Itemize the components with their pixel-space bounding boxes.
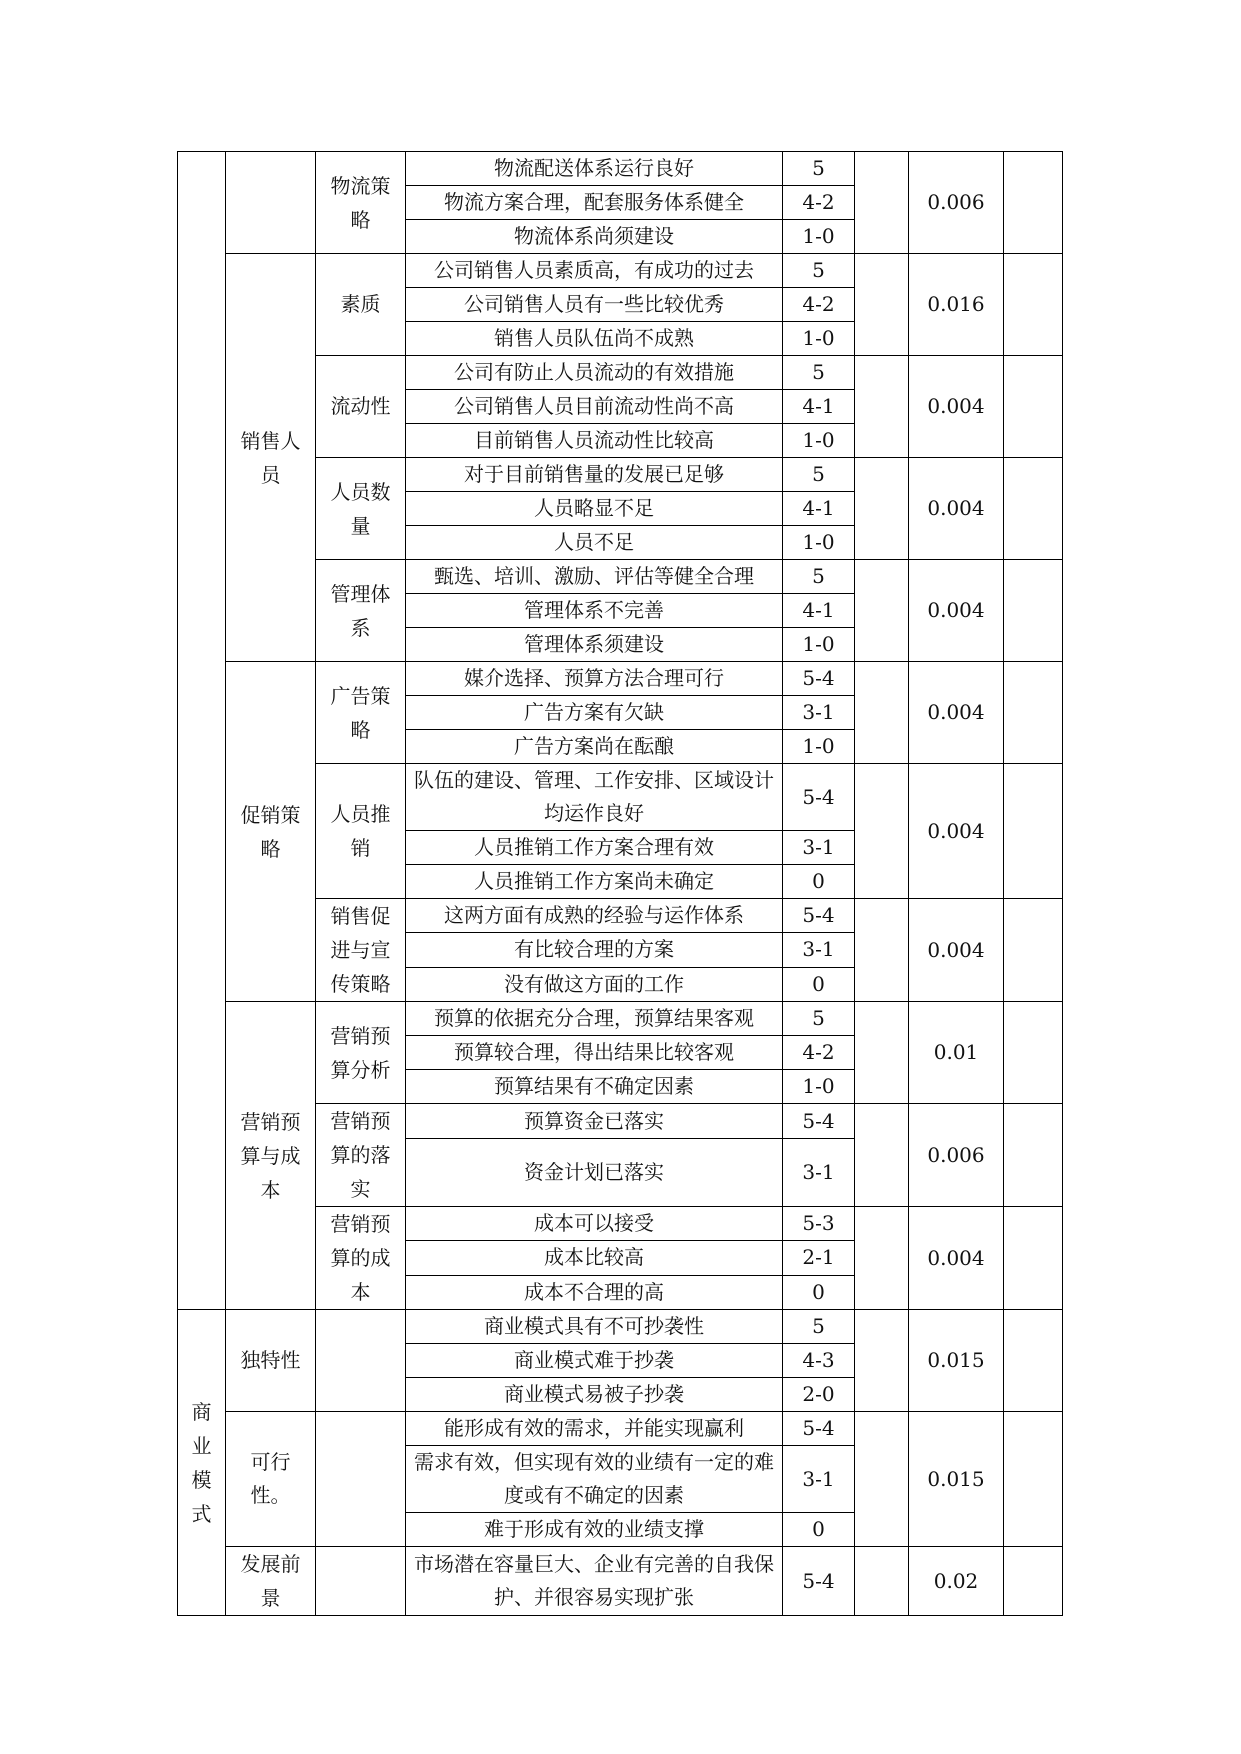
criterion-cell: 预算结果有不确定因素 [406, 1070, 783, 1104]
blank-cell [855, 899, 909, 1002]
criterion-cell: 管理体系须建设 [406, 628, 783, 662]
blank-cell [855, 1412, 909, 1547]
score-cell: 3-1 [783, 1139, 855, 1207]
score-cell: 4-2 [783, 1036, 855, 1070]
criterion-cell: 人员推销工作方案尚未确定 [406, 865, 783, 899]
score-cell: 0 [783, 967, 855, 1001]
factor-cell: 流动性 [316, 356, 406, 458]
criterion-cell: 物流方案合理，配套服务体系健全 [406, 186, 783, 220]
score-cell: 1-0 [783, 220, 855, 254]
table-row [178, 1547, 1063, 1616]
criterion-cell: 人员推销工作方案合理有效 [406, 831, 783, 865]
criterion-cell: 商业模式难于抄袭 [406, 1344, 783, 1378]
category-cell [178, 152, 226, 1310]
blank-cell [1004, 764, 1063, 899]
weight-cell: 0.006 [909, 1104, 1004, 1207]
criterion-cell: 队伍的建设、管理、工作安排、区域设计均运作良好 [406, 764, 783, 831]
score-cell: 2-0 [783, 1378, 855, 1412]
criterion-cell: 商业模式易被子抄袭 [406, 1378, 783, 1412]
score-cell: 5-3 [783, 1207, 855, 1241]
score-cell: 3-1 [783, 1446, 855, 1513]
score-cell: 4-1 [783, 492, 855, 526]
blank-cell [1004, 152, 1063, 254]
criterion-cell: 没有做这方面的工作 [406, 967, 783, 1001]
score-cell: 5 [783, 152, 855, 186]
score-cell: 1-0 [783, 322, 855, 356]
score-cell: 5 [783, 1310, 855, 1344]
criterion-cell: 这两方面有成熟的经验与运作体系 [406, 899, 783, 933]
factor-cell: 销售促进与宣传策略 [316, 899, 406, 1002]
blank-cell [1004, 1104, 1063, 1207]
score-cell: 0 [783, 1513, 855, 1547]
score-cell: 5-4 [783, 899, 855, 933]
blank-cell [855, 152, 909, 254]
factor-cell: 广告策略 [316, 662, 406, 764]
weight-cell: 0.01 [909, 1002, 1004, 1104]
score-cell: 0 [783, 1275, 855, 1309]
score-cell: 1-0 [783, 1070, 855, 1104]
score-cell: 5-4 [783, 764, 855, 831]
score-cell: 1-0 [783, 526, 855, 560]
table-row [178, 1310, 1063, 1344]
factor-cell: 营销预算分析 [316, 1002, 406, 1104]
score-cell: 3-1 [783, 933, 855, 967]
factor-cell: 人员推销 [316, 764, 406, 899]
criterion-cell: 成本可以接受 [406, 1207, 783, 1241]
blank-cell [1004, 1002, 1063, 1104]
factor-cell: 营销预算的落实 [316, 1104, 406, 1207]
criterion-cell: 广告方案尚在酝酿 [406, 730, 783, 764]
blank-cell [855, 1310, 909, 1412]
weight-cell: 0.004 [909, 764, 1004, 899]
weight-cell: 0.004 [909, 899, 1004, 1002]
criterion-cell: 资金计划已落实 [406, 1139, 783, 1207]
criterion-cell: 成本比较高 [406, 1241, 783, 1275]
factor-cell: 素质 [316, 254, 406, 356]
blank-cell [855, 764, 909, 899]
criterion-cell: 物流体系尚须建设 [406, 220, 783, 254]
criterion-cell: 市场潜在容量巨大、企业有完善的自我保护、并很容易实现扩张 [406, 1547, 783, 1616]
blank-cell [855, 458, 909, 560]
criterion-cell: 管理体系不完善 [406, 594, 783, 628]
criterion-cell: 公司销售人员有一些比较优秀 [406, 288, 783, 322]
score-cell: 4-2 [783, 186, 855, 220]
score-cell: 3-1 [783, 696, 855, 730]
score-cell: 4-1 [783, 594, 855, 628]
blank-cell [1004, 560, 1063, 662]
criterion-cell: 目前销售人员流动性比较高 [406, 424, 783, 458]
blank-cell [1004, 899, 1063, 1002]
weight-cell: 0.004 [909, 458, 1004, 560]
factor-cell [316, 1310, 406, 1412]
criterion-cell: 难于形成有效的业绩支撑 [406, 1513, 783, 1547]
blank-cell [1004, 662, 1063, 764]
criterion-cell: 物流配送体系运行良好 [406, 152, 783, 186]
blank-cell [1004, 1412, 1063, 1547]
blank-cell [855, 662, 909, 764]
score-cell: 1-0 [783, 730, 855, 764]
sub-category-cell: 销售人员 [226, 254, 316, 662]
criterion-cell: 人员不足 [406, 526, 783, 560]
factor-cell: 人员数量 [316, 458, 406, 560]
criterion-cell: 销售人员队伍尚不成熟 [406, 322, 783, 356]
score-cell: 0 [783, 865, 855, 899]
blank-cell [855, 1207, 909, 1310]
score-cell: 5-4 [783, 1104, 855, 1139]
sub-category-cell [226, 152, 316, 254]
factor-cell [316, 1412, 406, 1547]
score-cell: 5 [783, 254, 855, 288]
score-cell: 5 [783, 560, 855, 594]
factor-cell [316, 1547, 406, 1616]
score-cell: 4-2 [783, 288, 855, 322]
blank-cell [855, 560, 909, 662]
criterion-cell: 成本不合理的高 [406, 1275, 783, 1309]
criterion-cell: 预算资金已落实 [406, 1104, 783, 1139]
score-cell: 5-4 [783, 1412, 855, 1446]
criterion-cell: 公司销售人员素质高，有成功的过去 [406, 254, 783, 288]
blank-cell [855, 254, 909, 356]
table-row [178, 152, 1063, 186]
blank-cell [1004, 254, 1063, 356]
factor-cell: 管理体系 [316, 560, 406, 662]
score-cell: 5 [783, 458, 855, 492]
weight-cell: 0.004 [909, 1207, 1004, 1310]
criterion-cell: 有比较合理的方案 [406, 933, 783, 967]
score-cell: 4-1 [783, 390, 855, 424]
sub-category-cell: 发展前景 [226, 1547, 316, 1616]
blank-cell [1004, 458, 1063, 560]
criterion-cell: 能形成有效的需求，并能实现赢利 [406, 1412, 783, 1446]
criterion-cell: 商业模式具有不可抄袭性 [406, 1310, 783, 1344]
weight-cell: 0.006 [909, 152, 1004, 254]
blank-cell [1004, 1310, 1063, 1412]
score-cell: 5-4 [783, 662, 855, 696]
weight-cell: 0.015 [909, 1310, 1004, 1412]
table-row [178, 254, 1063, 288]
blank-cell [855, 356, 909, 458]
criterion-cell: 预算的依据充分合理，预算结果客观 [406, 1002, 783, 1036]
score-cell: 4-3 [783, 1344, 855, 1378]
criterion-cell: 需求有效，但实现有效的业绩有一定的难度或有不确定的因素 [406, 1446, 783, 1513]
factor-cell: 营销预算的成本 [316, 1207, 406, 1310]
score-cell: 5 [783, 1002, 855, 1036]
table-row [178, 1002, 1063, 1036]
sub-category-cell: 促销策略 [226, 662, 316, 1002]
blank-cell [1004, 1207, 1063, 1310]
score-cell: 2-1 [783, 1241, 855, 1275]
criterion-cell: 对于目前销售量的发展已足够 [406, 458, 783, 492]
weight-cell: 0.02 [909, 1547, 1004, 1616]
score-cell: 5-4 [783, 1547, 855, 1616]
factor-cell: 物流策略 [316, 152, 406, 254]
weight-cell: 0.004 [909, 662, 1004, 764]
criterion-cell: 预算较合理，得出结果比较客观 [406, 1036, 783, 1070]
score-cell: 1-0 [783, 628, 855, 662]
weight-cell: 0.015 [909, 1412, 1004, 1547]
sub-category-cell: 可行性。 [226, 1412, 316, 1547]
weight-cell: 0.016 [909, 254, 1004, 356]
weight-cell: 0.004 [909, 356, 1004, 458]
blank-cell [855, 1104, 909, 1207]
score-cell: 3-1 [783, 831, 855, 865]
criterion-cell: 媒介选择、预算方法合理可行 [406, 662, 783, 696]
criterion-cell: 公司有防止人员流动的有效措施 [406, 356, 783, 390]
table-row [178, 662, 1063, 696]
sub-category-cell: 独特性 [226, 1310, 316, 1412]
criterion-cell: 人员略显不足 [406, 492, 783, 526]
blank-cell [855, 1002, 909, 1104]
score-cell: 5 [783, 356, 855, 390]
blank-cell [1004, 1547, 1063, 1616]
category-cell: 商业模式 [178, 1310, 226, 1616]
table-row [178, 1412, 1063, 1446]
blank-cell [1004, 356, 1063, 458]
blank-cell [855, 1547, 909, 1616]
criterion-cell: 公司销售人员目前流动性尚不高 [406, 390, 783, 424]
sub-category-cell: 营销预算与成本 [226, 1002, 316, 1310]
evaluation-table [177, 151, 1063, 1616]
criterion-cell: 广告方案有欠缺 [406, 696, 783, 730]
weight-cell: 0.004 [909, 560, 1004, 662]
score-cell: 1-0 [783, 424, 855, 458]
criterion-cell: 甄选、培训、激励、评估等健全合理 [406, 560, 783, 594]
